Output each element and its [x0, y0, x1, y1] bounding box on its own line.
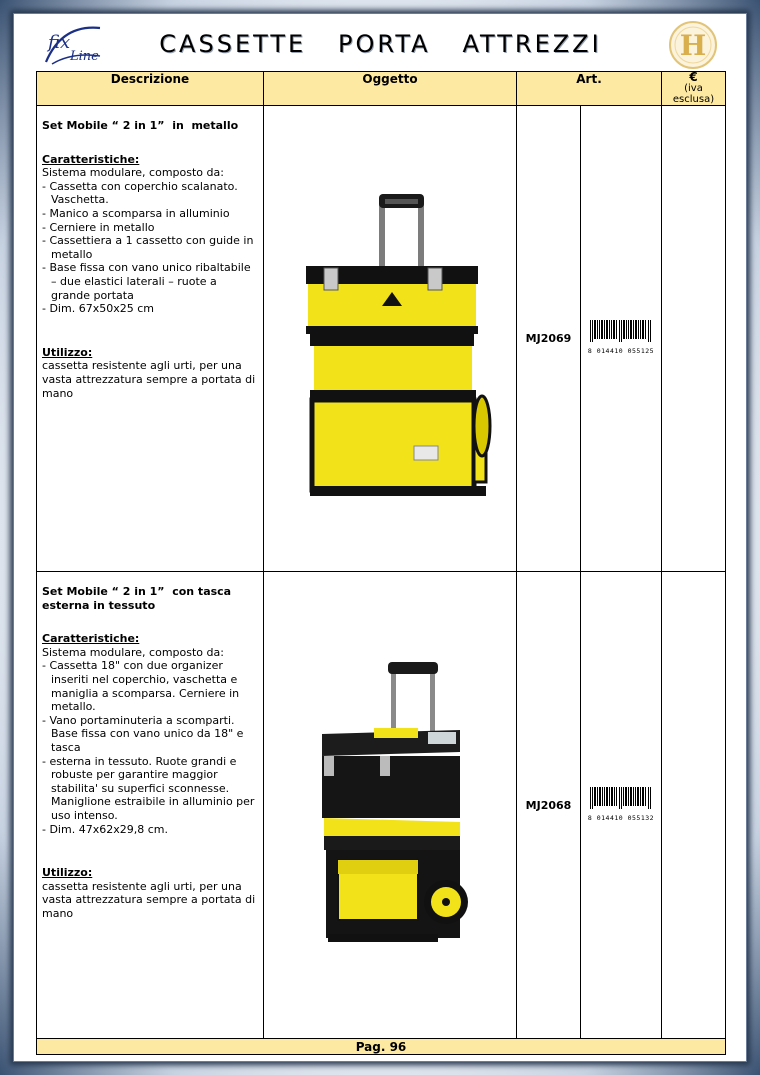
list-item: - Cassettiera a 1 cassetto con guide in metallo	[42, 234, 254, 261]
barcode	[588, 320, 654, 355]
features-intro: Sistema modulare, composto da:	[42, 645, 224, 659]
list-item: - Cerniere in metallo	[42, 220, 155, 234]
features-title: Caratteristiche:	[42, 152, 140, 166]
features-intro: Sistema modulare, composto da:	[42, 166, 224, 180]
col-header-description: Descrizione	[37, 72, 264, 106]
list-item: - Dim. 47x62x29,8 cm.	[42, 822, 168, 836]
product-price	[662, 572, 726, 1039]
product-description	[37, 106, 264, 572]
table-footer-row	[37, 1039, 726, 1055]
page-number: Pag. 96	[37, 1039, 726, 1055]
list-item: - esterna in tessuto. Ruote grandi e robuste per garantire maggior stabilita' su superfici sconnesse. Maniglione estraibile in alluminio per uso intenso.	[42, 754, 255, 822]
product-name: Set Mobile “ 2 in 1” in metallo	[42, 119, 239, 132]
product-code: MJ2069	[517, 106, 581, 572]
list-item: - Vano portaminuteria a scomparti. Base fissa con vano unico da 18" e tasca	[42, 713, 244, 754]
product-description	[37, 572, 264, 1039]
barcode-digits: 8 014410 055132	[587, 813, 655, 822]
barcode-cell	[581, 572, 662, 1039]
table-row	[37, 572, 726, 1039]
col-header-object: Oggetto	[264, 72, 517, 106]
usage-text: cassetta resistente agli urti, per una vasta attrezzatura sempre a portata di mano	[42, 879, 256, 920]
catalog-page	[36, 16, 725, 1054]
table-header-row	[37, 72, 726, 106]
barcode-bars	[588, 787, 654, 809]
product-name: Set Mobile “ 2 in 1” con tasca esterna in tessuto	[42, 585, 235, 612]
h-brand-logo	[668, 20, 718, 70]
barcode-cell	[581, 106, 662, 572]
list-item: - Manico a scomparsa in alluminio	[42, 206, 230, 220]
list-item: - Cassetta con coperchio scalanato. Vaschetta.	[42, 179, 238, 207]
product-image-cell	[264, 106, 517, 572]
product-price	[662, 106, 726, 572]
metal-toolbox-trolley-image	[264, 106, 517, 567]
fabric-pocket-toolbox-trolley-image	[264, 572, 517, 1034]
page-title: CASSETTE PORTA ATTREZZI	[159, 30, 602, 58]
page-header	[36, 16, 725, 71]
usage-title: Utilizzo:	[42, 345, 93, 359]
barcode	[588, 787, 654, 822]
list-item: - Cassetta 18" con due organizer inseriti nel coperchio, vaschetta e maniglia a scomparsa. Cerniere in metallo.	[42, 659, 240, 714]
h-logo-letter: H	[679, 29, 707, 62]
usage-title: Utilizzo:	[42, 866, 93, 880]
list-item: - Dim. 67x50x25 cm	[42, 302, 154, 316]
euro-symbol: €	[689, 70, 698, 84]
table-row	[37, 106, 726, 572]
features-list	[42, 659, 259, 836]
list-item: - Base fissa con vano unico ribaltabile – due elastici laterali – ruote a grande portata	[42, 261, 251, 302]
usage-text: cassetta resistente agli urti, per una vasta attrezzatura sempre a portata di mano	[42, 359, 256, 400]
logo-text-bottom: Line	[70, 49, 99, 64]
features-list	[42, 180, 259, 316]
euro-note: (iva esclusa)	[672, 83, 715, 105]
col-header-art: Art.	[517, 72, 662, 106]
product-table	[36, 71, 726, 1055]
col-header-price	[662, 72, 726, 106]
barcode-digits: 8 014410 055125	[587, 347, 655, 355]
logo-text-top: fix	[48, 32, 71, 53]
features-title: Caratteristiche:	[42, 632, 140, 646]
barcode-bars	[588, 320, 654, 342]
product-image-cell	[264, 572, 517, 1039]
product-code: MJ2068	[517, 572, 581, 1039]
